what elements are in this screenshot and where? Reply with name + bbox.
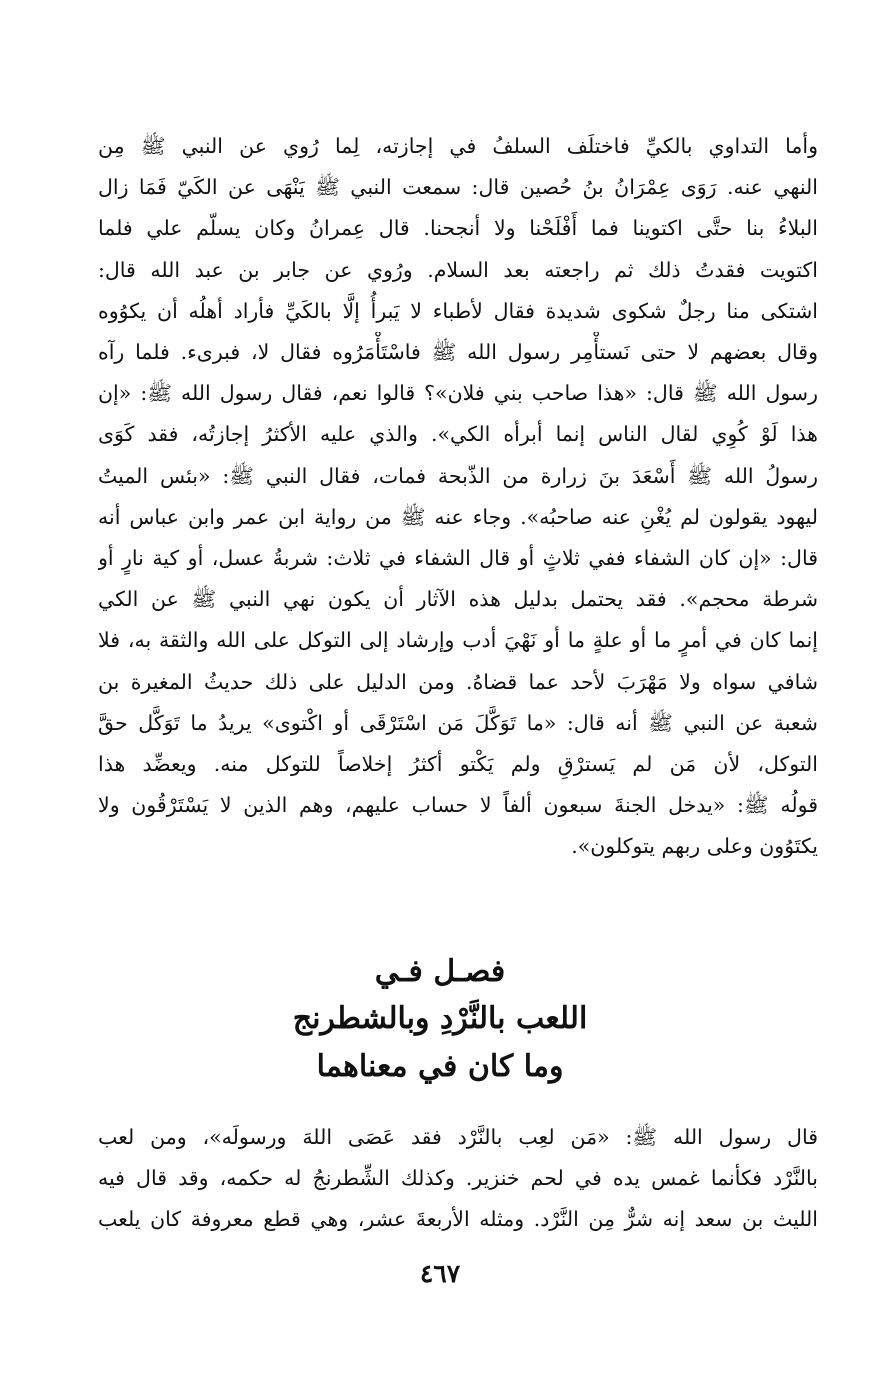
text-line: رسول الله ﷺ قال: «هذا صاحب بني فلان»؟ قالوا نعم، فقال رسول الله ﷺ: «إن xyxy=(98,381,818,406)
text-line: الليث بن سعد إنه شرٌّ مِن النَّرْد. ومثله الأربعةَ عشر، وهي قطع معروفة كان يلعب xyxy=(98,1207,818,1232)
text-line: شعبة عن النبي ﷺ أنه قال: «ما تَوَكَّلَ مَن اسْتَرْقَى أو اكْتوى» يريدُ ما تَوَكَّل حقَّ xyxy=(98,710,818,735)
section-heading-line-2: اللعب بالنَّرْدِ وبالشطرنج xyxy=(292,1001,588,1036)
text-line: يكتَوُون وعلى ربهم يتوكلون». xyxy=(571,834,818,859)
paragraph-cautery xyxy=(98,126,818,868)
section-heading-line-3: وما كان في معناهما xyxy=(316,1049,564,1084)
text-line: قولُه ﷺ: «يدخل الجنةَ سبعون ألفاً لا حساب عليهم، وهم الذين لا يَسْتَرْقُون ولا xyxy=(98,793,818,818)
text-line: إنما كان في أمرٍ ما أو علةٍ ما أو نَهْيَ أدب وإرشاد إلى التوكل على الله والثقة به، فلا xyxy=(98,628,818,653)
paragraph-backgammon xyxy=(98,1117,818,1241)
text-line: شافي سواه ولا مَهْرَبَ لأحد عما قضاهُ. ومن الدليل على ذلك حديثُ المغيرة بن xyxy=(98,669,818,694)
text-line: البلاءُ بنا حتَّى اكتوينا فما أَفْلَحْنا ولا أنجحنا. قال عِمرانُ وكان يسلّم علي فلما xyxy=(98,216,818,241)
text-line: ليهود يقولون لم يُغْنِ عنه صاحبُه». وجاء عنه ﷺ من رواية ابن عمر وابن عباس أنه xyxy=(98,504,818,529)
text-line: وقال بعضهم لا حتى نَستأْمِر رسول الله ﷺ فاسْتَأْمَرُوه فقال لا، فبرىء. فلما رآه xyxy=(98,340,818,365)
text-line: بالنَّرْد فكأنما غمس يده في لحم خنزير. وكذلك الشِّطرنجُ له حكمه، وقد قال فيه xyxy=(98,1166,818,1191)
text-line: هذا لَوْ كُوِي لقال الناس إنما أبرأه الكي». والذي عليه الأكثرُ إجازتُه، فقد كَوَى xyxy=(98,422,818,447)
text-line: قال رسول الله ﷺ: «مَن لعِب بالنَّرْد فقد عَصَى اللهَ ورسولَه»، ومن لعب xyxy=(98,1125,818,1149)
text-line: اكتويت فقدتُ ذلك ثم راجعته بعد السلام. ورُوي عن جابر بن عبد الله قال: xyxy=(98,257,818,282)
text-line: شرطة محجم». فقد يحتمل بدليل هذه الآثار أن يكون نهي النبي ﷺ عن الكي xyxy=(98,587,818,612)
text-line: التوكل، لأن مَن لم يَسترْقِ ولم يَكْتو أكثرُ إخلاصاً للتوكل منه. ويعضِّد هذا xyxy=(98,752,818,777)
text-line: وأما التداوي بالكيِّ فاختلَف السلفُ في إجازته، لِما رُوي عن النبي ﷺ مِن xyxy=(98,134,818,158)
text-line: اشتكى منا رجلٌ شكوى شديدة فقال لأطباء لا يَبرأُ إلَّا بالكَيِّ فأراد أهلُه أن يكوُوه xyxy=(98,298,818,323)
text-line: قال: «إن كان الشفاء ففي ثلاثٍ أو قال الشفاء في ثلاث: شربةُ عسل، أو كية نارٍ أو xyxy=(98,546,818,571)
section-heading-line-1: فصـل فـي xyxy=(374,954,506,989)
page-number: ٤٦٧ xyxy=(419,1259,461,1288)
text-line: رسولُ الله ﷺ أَسْعَدَ بنَ زرارة من الذّبحة فمات، فقال النبي ﷺ: «بئس الميتُ xyxy=(98,463,818,488)
text-line: النهي عنه. رَوَى عِمْرَانُ بنُ حُصين قال: سمعت النبي ﷺ يَنْهَى عن الكَيّ فَمَا زال xyxy=(98,175,818,200)
